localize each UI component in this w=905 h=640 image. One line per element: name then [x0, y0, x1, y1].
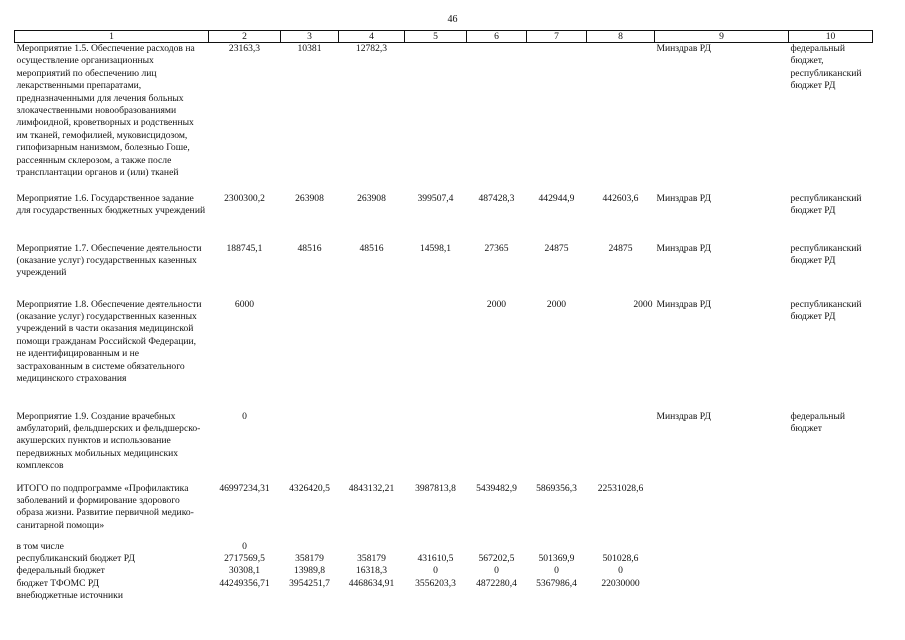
table-row	[15, 43, 873, 193]
year-value	[467, 411, 527, 483]
breakdown-value: 4872280,4	[476, 577, 517, 589]
year-value	[587, 411, 655, 483]
breakdown-intro: в том числе	[16, 540, 64, 552]
program-table	[14, 30, 873, 603]
year-value: 5869356,3	[536, 482, 577, 494]
year-value	[587, 43, 655, 193]
activity-name: Мероприятие 1.5. Обеспечение расходов на осуществление организационных мероприятий по обеспечению лиц лекарственными препаратами, предназначенными для лечения больных злокачественными новообразованиями лимфоидной, кроветворных и родственных им тканей, гемофилией, муковисцидозом, гипофизарным нанизмом, болезнью Гоше, рассеянным склерозом, а также после трансплантации органов и (или) тканей	[16, 43, 195, 179]
breakdown-intro-value: 0	[242, 540, 247, 552]
activity-name: Мероприятие 1.8. Обеспечение деятельности (оказание услуг) государственных казенных учреждений в части оказания медицинской помощи гражданам Российской Федерации, не идентифицированным и не застрахованным в системе обязательного медицинского страхования	[16, 298, 202, 384]
activity-name: Мероприятие 1.9. Создание врачебных амбулаторий, фельдшерских и фельдшерско-акушерских пунктов и использование передвижных мобильных медицинских комплексов	[16, 410, 201, 472]
executor	[655, 483, 789, 541]
breakdown-year-values	[527, 541, 587, 603]
total-label: ИТОГО по подпрограмме «Профилактика заболеваний и формирование здорового образа жизни. Развитие первичной медико-санитарной помощи»	[16, 482, 194, 531]
breakdown-year-values	[281, 541, 339, 603]
funding-source: республиканский бюджет РД	[790, 192, 862, 216]
column-header: 1	[15, 31, 209, 43]
table-row	[15, 193, 873, 243]
funding-source: федеральный бюджет, республиканский бюджет РД	[790, 43, 862, 92]
table-row	[15, 243, 873, 299]
year-value: 263908	[357, 192, 386, 204]
total-value: 6000	[234, 298, 255, 310]
column-header: 6	[467, 31, 527, 43]
year-value: 22531028,6	[597, 482, 644, 494]
activity-name: Мероприятие 1.6. Государственное задание для государственных бюджетных учреждений	[16, 192, 206, 216]
breakdown-value: 431610,5	[417, 552, 454, 564]
total-value: 23163,3	[228, 43, 261, 54]
breakdown-value: 3954251,7	[289, 577, 330, 589]
breakdown-value: 0	[494, 565, 499, 577]
year-value: 24875	[544, 242, 569, 254]
breakdown-label: бюджет ТФОМС РД	[16, 577, 100, 589]
breakdown-label: республиканский бюджет РД	[16, 552, 135, 564]
year-value: 2000	[546, 298, 567, 310]
breakdown-value: 30308,1	[228, 565, 261, 577]
year-value	[281, 299, 339, 411]
breakdown-year-values	[405, 541, 467, 603]
breakdown-value: 358179	[295, 552, 324, 564]
funding-source	[789, 483, 873, 541]
table-row	[15, 299, 873, 411]
breakdown-value: 501028,6	[602, 552, 639, 564]
year-value: 27365	[484, 242, 509, 254]
breakdown-value: 501369,9	[538, 552, 575, 564]
year-value	[339, 411, 405, 483]
funding-source: федеральный бюджет	[790, 410, 846, 434]
year-value	[281, 411, 339, 483]
total-row	[15, 483, 873, 541]
column-header: 8	[587, 31, 655, 43]
year-value: 14598,1	[419, 242, 452, 254]
year-value: 48516	[359, 242, 384, 254]
breakdown-value: 0	[554, 565, 559, 577]
table-row	[15, 411, 873, 483]
column-header: 10	[789, 31, 873, 43]
breakdown-labels	[15, 541, 209, 603]
year-value	[467, 43, 527, 193]
year-value	[405, 43, 467, 193]
breakdown-value: 358179	[357, 552, 386, 564]
year-value: 263908	[295, 192, 324, 204]
year-value	[527, 411, 587, 483]
breakdown-value: 3556203,3	[415, 577, 456, 589]
year-value: 2000	[486, 298, 507, 310]
breakdown-value: 5367986,4	[536, 577, 577, 589]
breakdown-year-values	[467, 541, 527, 603]
total-value: 2300300,2	[224, 192, 265, 204]
year-value	[405, 299, 467, 411]
column-header: 2	[209, 31, 281, 43]
breakdown-row	[15, 541, 873, 603]
year-value	[405, 411, 467, 483]
breakdown-value: 16318,3	[355, 565, 388, 577]
year-value	[339, 299, 405, 411]
breakdown-value: 13989,8	[293, 565, 326, 577]
year-value	[527, 43, 587, 193]
total-value: 188745,1	[226, 242, 263, 254]
year-value: 487428,3	[478, 192, 515, 204]
breakdown-value: 4468634,91	[348, 577, 395, 589]
executor: Минздрав РД	[656, 192, 711, 204]
activity-name: Мероприятие 1.7. Обеспечение деятельности (оказание услуг) государственных казенных учреждений	[16, 242, 202, 279]
breakdown-value: 2717569,5	[224, 552, 265, 564]
breakdown-year-values	[587, 541, 655, 603]
year-value: 12782,3	[355, 43, 388, 54]
breakdown-label: федеральный бюджет	[16, 565, 105, 577]
year-value: 24875	[608, 242, 633, 254]
page-number: 46	[447, 14, 458, 25]
year-value: 442944,9	[538, 192, 575, 204]
year-value: 442603,6	[602, 192, 639, 204]
breakdown-value: 22030000	[601, 577, 640, 589]
total-value: 0	[242, 410, 247, 422]
year-value: 399507,4	[417, 192, 454, 204]
breakdown-total-values	[209, 541, 281, 603]
column-number-row	[15, 31, 873, 43]
breakdown-value: 0	[433, 565, 438, 577]
year-value: 3987813,8	[415, 482, 456, 494]
column-header: 5	[405, 31, 467, 43]
executor: Минздрав РД	[656, 43, 711, 54]
year-value: 4326420,5	[289, 482, 330, 494]
total-value: 46997234,31	[219, 482, 270, 494]
year-value: 5439482,9	[476, 482, 517, 494]
column-header: 4	[339, 31, 405, 43]
breakdown-value: 0	[618, 565, 623, 577]
column-header: 3	[281, 31, 339, 43]
breakdown-value: 44249356,71	[219, 577, 270, 589]
breakdown-year-values	[339, 541, 405, 603]
year-value: 10381	[297, 43, 322, 54]
executor: Минздрав РД	[656, 298, 711, 310]
executor: Минздрав РД	[656, 242, 711, 254]
funding-source: республиканский бюджет РД	[790, 242, 862, 266]
year-value: 48516	[297, 242, 322, 254]
year-value: 4843132,21	[348, 482, 395, 494]
column-header: 7	[527, 31, 587, 43]
breakdown-label: внебюджетные источники	[16, 590, 123, 602]
year-value: 2000	[633, 298, 653, 310]
column-header: 9	[655, 31, 789, 43]
funding-source: республиканский бюджет РД	[790, 298, 862, 322]
executor: Минздрав РД	[656, 410, 711, 422]
breakdown-value: 567202,5	[478, 552, 515, 564]
